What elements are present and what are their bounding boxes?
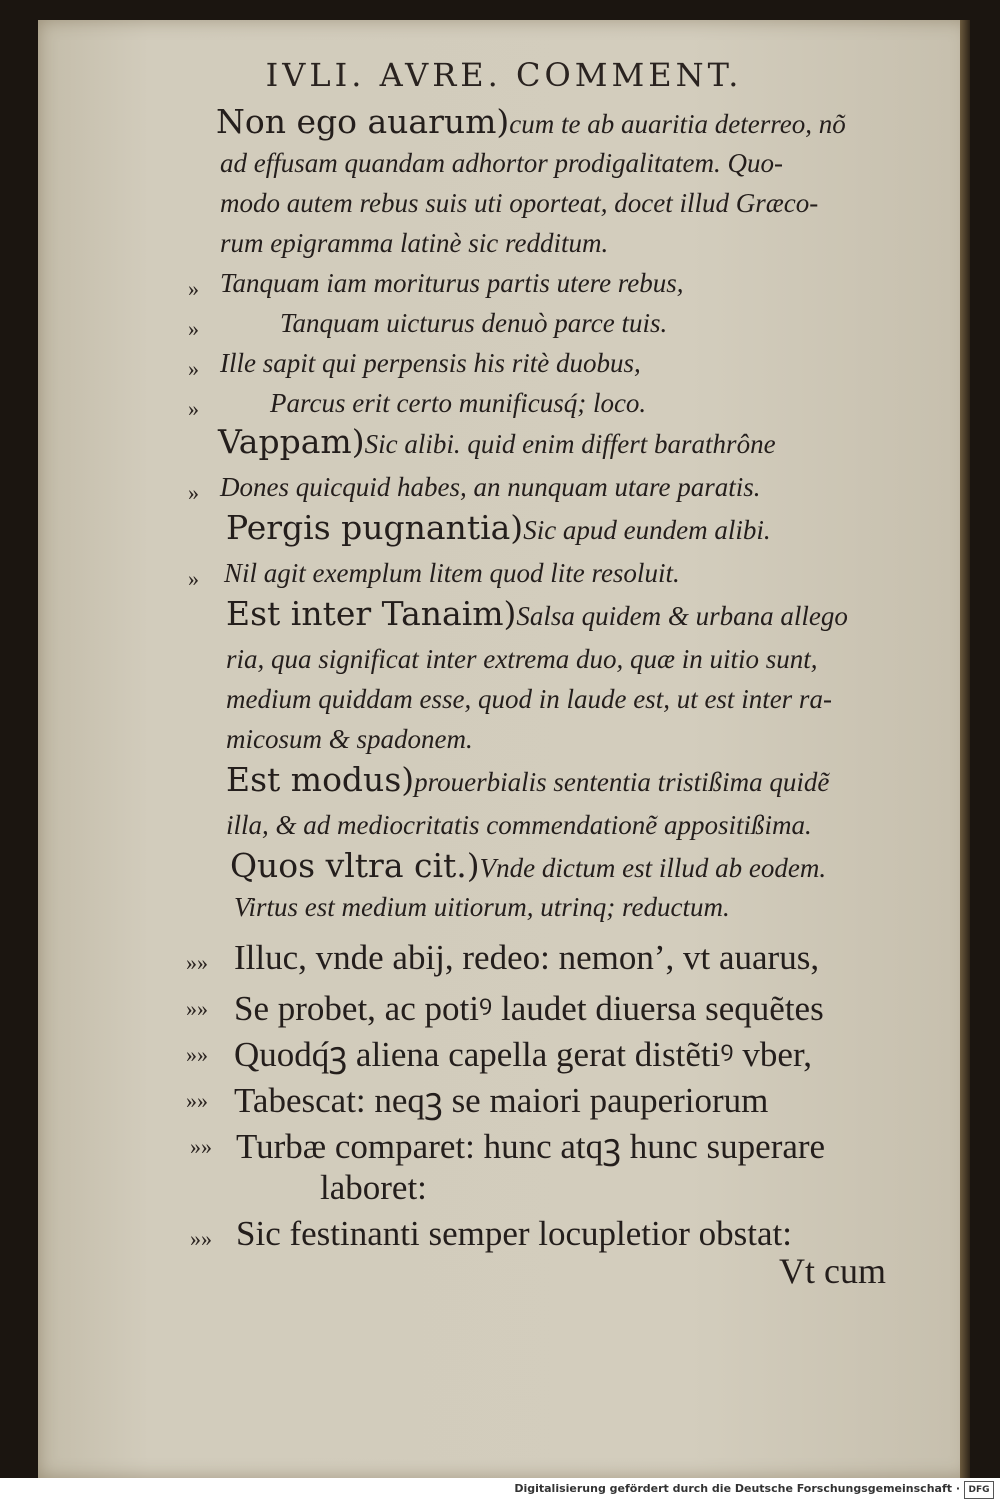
text-line: Parcus erit certo munificusq́; loco. (270, 388, 647, 418)
text-line (216, 102, 846, 141)
text-line: Dones quicquid habes, an nunquam utare paratis. (220, 472, 761, 502)
text-line: micosum & spadonem. (226, 724, 473, 754)
verse-line: Quodq́ꝫ aliena capella gerat distẽtiꝰ vber, (234, 1035, 812, 1074)
text-line: modo autem rebus suis uti oporteat, docet illud Græco- (220, 188, 819, 218)
digitization-footer (0, 1478, 1000, 1500)
text-line: Virtus est medium uitiorum, utrinq; reductum. (234, 892, 730, 922)
quote-mark: »» (190, 1134, 212, 1159)
verse-line: Tabescat: neqꝫ se maiori pauperiorum (234, 1081, 769, 1120)
book-page (38, 20, 970, 1478)
text-line (226, 594, 848, 633)
gloss: prouerbialis sententia tristißima quidẽ (414, 767, 830, 797)
quote-mark: » (188, 356, 199, 381)
footer-credit: Digitalisierung gefördert durch die Deutsche Forschungsgemeinschaft · (514, 1482, 960, 1495)
verse-line: Se probet, ac potiꝰ laudet diuersa sequẽtes (234, 989, 824, 1028)
page-spine-edge (960, 20, 970, 1478)
lemma: Est modus) (226, 760, 415, 799)
catchword: Vt cum (779, 1251, 886, 1291)
verse-line: Turbæ comparet: hunc atqꝫ hunc superare (236, 1127, 826, 1166)
gloss: Salsa quidem & urbana allego (516, 601, 848, 631)
verse-line: Illuc, vnde abij, redeo: nemon’, vt auarus, (234, 938, 820, 977)
gloss: cum te ab auaritia deterreo, nõ (509, 109, 846, 139)
text-line: illa, & ad mediocritatis commendationẽ appositißima. (226, 810, 812, 840)
verse-line: laboret: (320, 1168, 427, 1207)
text-line (230, 846, 826, 885)
quote-mark: » (188, 566, 199, 591)
gloss: Sic apud eundem alibi. (523, 515, 771, 545)
quote-mark: » (188, 316, 199, 341)
text-line: ria, qua significat inter extrema duo, quæ in uitio sunt, (226, 644, 818, 674)
gloss: Sic alibi. quid enim differt barathrône (364, 429, 776, 459)
gloss: Vnde dictum est illud ab eodem. (479, 853, 827, 883)
quote-mark: »» (186, 1042, 208, 1067)
text-line: ad effusam quandam adhortor prodigalitatem. Quo- (220, 148, 783, 178)
quote-mark: »» (190, 1226, 212, 1251)
lemma: Vappam) (218, 422, 365, 461)
lemma: Quos vltra cit.) (230, 846, 480, 885)
text-line: Tanquam iam moriturus partis utere rebus, (220, 268, 684, 298)
quote-mark: »» (186, 950, 208, 975)
text-line: Nil agit exemplum litem quod lite resoluit. (224, 558, 680, 588)
text-line (226, 508, 771, 547)
quote-mark: »» (186, 1088, 208, 1113)
verse-line: Sic festinanti semper locupletior obstat: (236, 1214, 792, 1253)
text-line: Ille sapit qui perpensis his ritè duobus, (220, 348, 641, 378)
text-line: medium quiddam esse, quod in laude est, ut est inter ra- (226, 684, 832, 714)
lemma: Pergis pugnantia) (226, 508, 524, 547)
quote-mark: » (188, 480, 199, 505)
running-head: IVLI. AVRE. COMMENT. (265, 56, 743, 94)
text-line: Tanquam uicturus denuò parce tuis. (280, 308, 668, 338)
text-line (218, 422, 776, 461)
lemma: Est inter Tanaim) (226, 594, 517, 633)
lemma: Non ego auarum) (216, 102, 510, 141)
quote-mark: » (188, 396, 199, 421)
quote-mark: » (188, 276, 199, 301)
text-line (226, 760, 829, 799)
dfg-logo-icon: DFG (964, 1481, 994, 1499)
text-line: rum epigramma latinè sic redditum. (220, 228, 609, 258)
quote-mark: »» (186, 996, 208, 1021)
